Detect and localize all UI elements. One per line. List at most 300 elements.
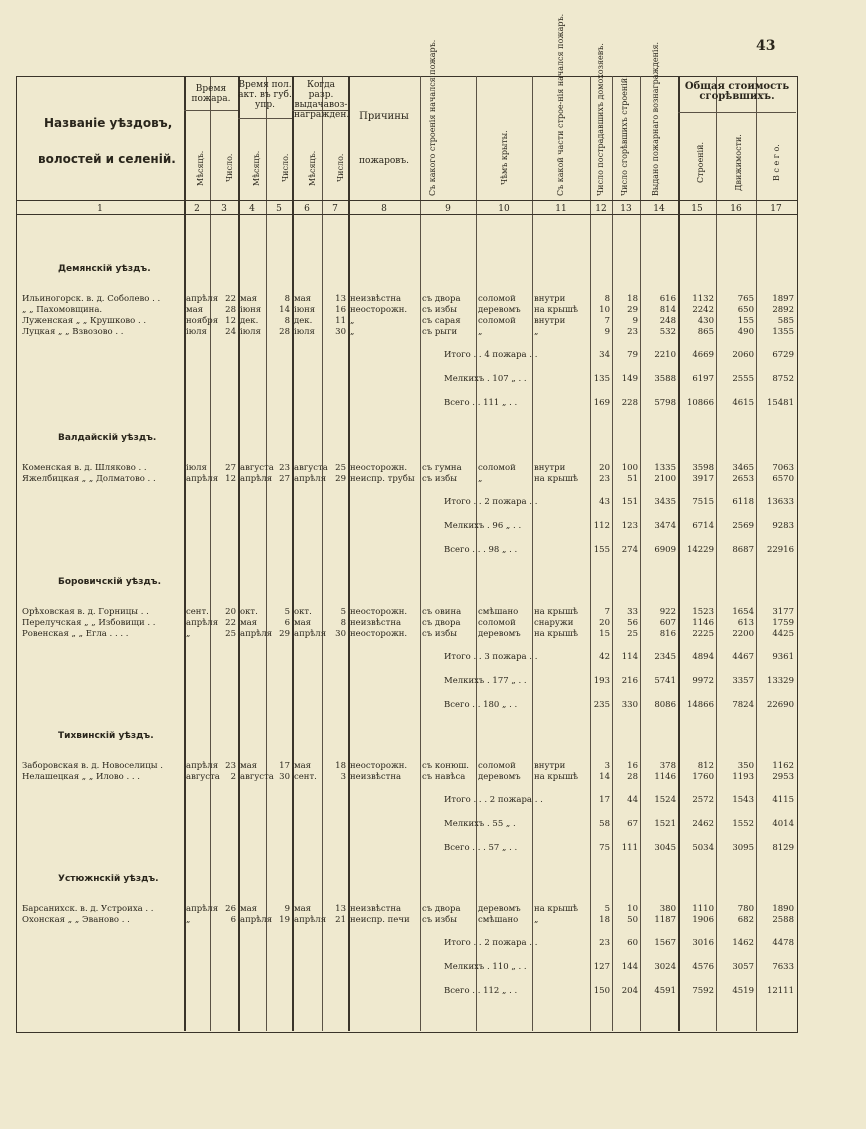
- paid-month: апрѣля: [294, 915, 327, 925]
- fire-day: 6: [230, 915, 236, 925]
- act-month: мая: [240, 294, 258, 304]
- value-c13: 51: [627, 474, 638, 484]
- district-name: Тихвинскій уѣздъ.: [58, 731, 154, 741]
- start-part: „: [534, 327, 539, 337]
- value-c15: 1110: [692, 904, 714, 914]
- column-rule: [532, 76, 533, 1031]
- value-c12: 5: [604, 904, 610, 914]
- value-c16: 2653: [732, 474, 754, 484]
- summary-c14: 1524: [654, 795, 676, 805]
- column-number: 5: [276, 204, 282, 214]
- summary-c17: 4115: [772, 795, 794, 805]
- paid-day: 29: [335, 474, 346, 484]
- fire-month: апрѣля: [186, 474, 219, 484]
- start-building: съ избы: [422, 915, 458, 925]
- summary-label: Всего . . . 98 „ . .: [444, 545, 518, 555]
- value-c16: 1193: [732, 772, 754, 782]
- fire-cause: неосторожн.: [350, 463, 408, 473]
- value-c13: 9: [632, 316, 638, 326]
- value-c13: 10: [627, 904, 638, 914]
- header-subrule: [184, 110, 238, 111]
- paid-day: 13: [335, 904, 346, 914]
- summary-c14: 8086: [654, 700, 676, 710]
- fire-cause: неиспр. печи: [350, 915, 410, 925]
- header-val-build: Строеній.: [696, 142, 705, 184]
- column-number: 15: [691, 204, 703, 214]
- column-number: 7: [332, 204, 338, 214]
- value-c16: 1654: [732, 607, 754, 617]
- value-c14: 814: [659, 305, 676, 315]
- fire-month: сент.: [186, 607, 209, 617]
- paid-month: дек.: [294, 316, 313, 326]
- act-day: 8: [284, 294, 290, 304]
- summary-label: Мелкихъ . 55 „ .: [444, 819, 516, 829]
- header-rule: [16, 200, 798, 201]
- value-c12: 10: [599, 305, 610, 315]
- value-c15: 865: [697, 327, 714, 337]
- summary-label: Мелкихъ . 177 „ . .: [444, 676, 527, 686]
- roof-type: деревомъ: [478, 904, 521, 914]
- value-c13: 18: [627, 294, 638, 304]
- column-rule: [184, 76, 186, 1031]
- summary-c15: 3016: [692, 938, 714, 948]
- fire-day: 28: [225, 305, 236, 315]
- fire-month: апрѣля: [186, 761, 219, 771]
- summary-c12: 23: [599, 938, 610, 948]
- header-roof: Чѣмъ крыты.: [500, 130, 509, 186]
- value-c14: 2100: [654, 474, 676, 484]
- value-c13: 50: [627, 915, 638, 925]
- value-c17: 2892: [772, 305, 794, 315]
- summary-c14: 2210: [654, 350, 676, 360]
- summary-c14: 4591: [654, 986, 676, 996]
- value-c15: 812: [697, 761, 714, 771]
- summary-c14: 5798: [654, 398, 676, 408]
- summary-c13: 111: [621, 843, 638, 853]
- start-part: „: [534, 915, 539, 925]
- header-time-fire: Время пожара.: [191, 84, 231, 104]
- fire-day: 12: [225, 474, 236, 484]
- start-building: съ рыги: [422, 327, 458, 337]
- column-number: 10: [498, 204, 510, 214]
- fire-day: 26: [225, 904, 236, 914]
- place-name: Ровенская „ „ Егла . . . .: [22, 629, 129, 639]
- act-day: 30: [279, 772, 290, 782]
- summary-c14: 3435: [654, 497, 676, 507]
- summary-c12: 135: [593, 374, 610, 384]
- place-name: Луцкая „ „ Взвозово . .: [22, 327, 124, 337]
- summary-c12: 17: [599, 795, 610, 805]
- column-rule: [210, 76, 211, 1031]
- paid-month: апрѣля: [294, 474, 327, 484]
- value-c16: 490: [737, 327, 754, 337]
- summary-c17: 9361: [772, 652, 794, 662]
- header-val-move: Движимости.: [734, 134, 743, 192]
- summary-c12: 34: [599, 350, 610, 360]
- start-building: съ избы: [422, 474, 458, 484]
- fire-day: 22: [225, 294, 236, 304]
- summary-c16: 8687: [732, 545, 754, 555]
- act-day: 28: [279, 327, 290, 337]
- value-c17: 4425: [772, 629, 794, 639]
- column-rule: [292, 76, 294, 1031]
- paid-month: окт.: [294, 607, 312, 617]
- value-c15: 1132: [692, 294, 714, 304]
- roof-type: „: [478, 327, 483, 337]
- paid-day: 25: [335, 463, 346, 473]
- summary-label: Всего . . 112 „ . .: [444, 986, 518, 996]
- start-building: съ двора: [422, 618, 461, 628]
- summary-c16: 4519: [732, 986, 754, 996]
- summary-c16: 6118: [732, 497, 754, 507]
- summary-c17: 8752: [772, 374, 794, 384]
- summary-label: Мелкихъ . 110 „ . .: [444, 962, 527, 972]
- value-c13: 23: [627, 327, 638, 337]
- header-subrule: [678, 112, 796, 113]
- value-c12: 18: [599, 915, 610, 925]
- place-name: Ильиногорск. в. д. Соболево . .: [22, 294, 161, 304]
- value-c12: 15: [599, 629, 610, 639]
- roof-type: соломой: [478, 316, 516, 326]
- paid-day: 16: [335, 305, 346, 315]
- act-day: 23: [279, 463, 290, 473]
- paid-month: августа: [294, 463, 328, 473]
- fire-month: апрѣля: [186, 294, 219, 304]
- value-c14: 607: [659, 618, 676, 628]
- roof-type: деревомъ: [478, 305, 521, 315]
- value-c13: 29: [627, 305, 638, 315]
- summary-c13: 216: [621, 676, 638, 686]
- value-c17: 3177: [772, 607, 794, 617]
- fire-cause: „: [350, 316, 355, 326]
- summary-c15: 2572: [692, 795, 714, 805]
- value-c15: 1523: [692, 607, 714, 617]
- summary-c12: 43: [599, 497, 610, 507]
- start-part: на крышѣ: [534, 305, 578, 315]
- value-c13: 28: [627, 772, 638, 782]
- paid-day: 18: [335, 761, 346, 771]
- paid-day: 30: [335, 629, 346, 639]
- value-c17: 1355: [772, 327, 794, 337]
- header-buildings-burnt: Число сгорѣвшихъ строеній.: [620, 75, 629, 196]
- value-c17: 1897: [772, 294, 794, 304]
- roof-type: деревомъ: [478, 772, 521, 782]
- place-name: Заборовская в. д. Новоселицы .: [22, 761, 163, 771]
- value-c16: 2200: [732, 629, 754, 639]
- fire-month: іюля: [186, 327, 207, 337]
- paid-month: сент.: [294, 772, 317, 782]
- fire-day: 22: [225, 618, 236, 628]
- column-number: 4: [249, 204, 255, 214]
- act-month: апрѣля: [240, 474, 273, 484]
- act-month: апрѣля: [240, 915, 273, 925]
- value-c12: 9: [604, 327, 610, 337]
- paid-day: 21: [335, 915, 346, 925]
- summary-c12: 169: [593, 398, 610, 408]
- act-day: 8: [284, 316, 290, 326]
- place-name: Нелашецкая „ „ Илово . . .: [22, 772, 141, 782]
- header-day-2: Число.: [281, 153, 290, 183]
- header-subrule: [238, 118, 292, 119]
- summary-label: Итого . . 4 пожара . .: [444, 350, 538, 360]
- summary-label: Мелкихъ . 96 „ . .: [444, 521, 522, 531]
- value-c15: 2225: [692, 629, 714, 639]
- value-c14: 1335: [654, 463, 676, 473]
- summary-c15: 5034: [692, 843, 714, 853]
- start-building: съ овина: [422, 607, 462, 617]
- fire-day: 25: [225, 629, 236, 639]
- start-part: на крышѣ: [534, 629, 578, 639]
- fire-cause: неосторожн.: [350, 761, 408, 771]
- header-month-3: Мѣсяцъ.: [308, 150, 317, 186]
- column-rule: [266, 76, 267, 1031]
- summary-c17: 22690: [766, 700, 794, 710]
- summary-c12: 127: [593, 962, 610, 972]
- start-part: внутри: [534, 294, 566, 304]
- district-name: Валдайскій уѣздъ.: [58, 433, 157, 443]
- place-name: Коменская в. д. Шляково . .: [22, 463, 147, 473]
- start-part: на крышѣ: [534, 772, 578, 782]
- paid-month: апрѣля: [294, 629, 327, 639]
- act-day: 27: [279, 474, 290, 484]
- fire-month: „: [186, 629, 191, 639]
- act-month: апрѣля: [240, 629, 273, 639]
- summary-c13: 123: [621, 521, 638, 531]
- paid-day: 5: [340, 607, 346, 617]
- start-part: на крышѣ: [534, 607, 578, 617]
- act-day: 29: [279, 629, 290, 639]
- column-number: 16: [730, 204, 742, 214]
- summary-c13: 144: [621, 962, 638, 972]
- roof-type: смѣшано: [478, 607, 519, 617]
- column-number: 2: [194, 204, 200, 214]
- value-c16: 350: [737, 761, 754, 771]
- summary-c17: 4014: [772, 819, 794, 829]
- fire-month: іюля: [186, 463, 207, 473]
- summary-c13: 151: [621, 497, 638, 507]
- summary-c15: 4894: [692, 652, 714, 662]
- act-month: мая: [240, 618, 258, 628]
- value-c15: 1146: [692, 618, 714, 628]
- paid-day: 3: [340, 772, 346, 782]
- start-part: на крышѣ: [534, 474, 578, 484]
- summary-c16: 2569: [732, 521, 754, 531]
- summary-c15: 2462: [692, 819, 714, 829]
- value-c16: 765: [737, 294, 754, 304]
- fire-day: 24: [225, 327, 236, 337]
- column-number: 6: [304, 204, 310, 214]
- fire-cause: неосторожн.: [350, 607, 408, 617]
- column-rule: [420, 76, 421, 1031]
- district-name: Боровичскій уѣздъ.: [58, 577, 161, 587]
- header-month-2: Мѣсяцъ.: [252, 150, 261, 186]
- summary-c16: 4615: [732, 398, 754, 408]
- value-c15: 2242: [692, 305, 714, 315]
- column-number: 12: [595, 204, 607, 214]
- value-c15: 1760: [692, 772, 714, 782]
- summary-c17: 12111: [766, 986, 794, 996]
- value-c17: 585: [777, 316, 794, 326]
- paid-month: мая: [294, 618, 312, 628]
- summary-c13: 67: [627, 819, 638, 829]
- page-number: 43: [756, 38, 776, 54]
- place-name: Луженская „ „ Крушково . .: [22, 316, 147, 326]
- column-number: 14: [653, 204, 665, 214]
- paid-month: іюля: [294, 327, 315, 337]
- fire-cause: „: [350, 327, 355, 337]
- value-c16: 650: [737, 305, 754, 315]
- value-c16: 682: [737, 915, 754, 925]
- summary-c15: 14866: [686, 700, 714, 710]
- column-number: 9: [445, 204, 451, 214]
- value-c13: 33: [627, 607, 638, 617]
- start-part: внутри: [534, 761, 566, 771]
- fire-day: 27: [225, 463, 236, 473]
- paid-day: 11: [335, 316, 346, 326]
- summary-c16: 2555: [732, 374, 754, 384]
- value-c12: 3: [604, 761, 610, 771]
- summary-label: Мелкихъ . 107 „ . .: [444, 374, 527, 384]
- header-day-3: Число.: [336, 153, 345, 183]
- header-households: Число пострадавшихъ домохозяевъ.: [596, 43, 605, 196]
- summary-c16: 2060: [732, 350, 754, 360]
- roof-type: „: [478, 474, 483, 484]
- act-month: августа: [240, 463, 274, 473]
- summary-c12: 150: [593, 986, 610, 996]
- value-c15: 1906: [692, 915, 714, 925]
- summary-c12: 155: [593, 545, 610, 555]
- summary-label: Итого . . 3 пожара . .: [444, 652, 538, 662]
- summary-c16: 3357: [732, 676, 754, 686]
- paid-month: мая: [294, 904, 312, 914]
- fire-month: мая: [186, 305, 204, 315]
- act-month: мая: [240, 761, 258, 771]
- fire-cause: неизвѣстна: [350, 294, 402, 304]
- roof-type: деревомъ: [478, 629, 521, 639]
- value-c14: 816: [659, 629, 676, 639]
- summary-c12: 42: [599, 652, 610, 662]
- value-c17: 1759: [772, 618, 794, 628]
- summary-c13: 204: [621, 986, 638, 996]
- value-c14: 616: [659, 294, 676, 304]
- summary-c13: 274: [621, 545, 638, 555]
- summary-c15: 7592: [692, 986, 714, 996]
- summary-c12: 112: [593, 521, 610, 531]
- place-name: Барсанихск. в. д. Устроиха . .: [22, 904, 154, 914]
- summary-label: Всего . . . 57 „ . .: [444, 843, 518, 853]
- header-from-building: Съ какого строенія начался пожаръ.: [428, 39, 437, 196]
- column-number: 13: [620, 204, 632, 214]
- summary-c14: 3474: [654, 521, 676, 531]
- value-c17: 2588: [772, 915, 794, 925]
- summary-c13: 79: [627, 350, 638, 360]
- start-building: съ гумна: [422, 463, 462, 473]
- fire-month: „: [186, 915, 191, 925]
- start-building: съ конюш.: [422, 761, 469, 771]
- fire-cause: неизвѣстна: [350, 618, 402, 628]
- act-day: 5: [284, 607, 290, 617]
- value-c16: 613: [737, 618, 754, 628]
- summary-c17: 4478: [772, 938, 794, 948]
- place-name: Охонская „ „ Эваново . .: [22, 915, 130, 925]
- header-rule: [16, 214, 798, 215]
- start-building: съ навѣса: [422, 772, 466, 782]
- fire-month: ноября: [186, 316, 219, 326]
- start-building: съ избы: [422, 305, 458, 315]
- act-day: 19: [279, 915, 290, 925]
- column-number: 1: [97, 204, 103, 214]
- summary-c12: 193: [593, 676, 610, 686]
- act-month: окт.: [240, 607, 258, 617]
- header-name-2: волостей и селеній.: [38, 152, 176, 166]
- place-name: Орѣховская в. д. Горницы . .: [22, 607, 149, 617]
- column-number: 17: [770, 204, 782, 214]
- value-c12: 20: [599, 618, 610, 628]
- district-name: Демянскій уѣздъ.: [58, 264, 151, 274]
- value-c14: 248: [659, 316, 676, 326]
- summary-c17: 22916: [766, 545, 794, 555]
- value-c17: 1890: [772, 904, 794, 914]
- summary-c12: 75: [599, 843, 610, 853]
- summary-c15: 6197: [692, 374, 714, 384]
- header-part: Съ какой части строе-нія начался пожаръ.: [556, 13, 565, 196]
- summary-c16: 1552: [732, 819, 754, 829]
- summary-c13: 149: [621, 374, 638, 384]
- roof-type: соломой: [478, 463, 516, 473]
- summary-c17: 6729: [772, 350, 794, 360]
- column-rule: [322, 76, 323, 1031]
- summary-c13: 44: [627, 795, 638, 805]
- act-day: 6: [284, 618, 290, 628]
- column-rule: [716, 76, 717, 1031]
- value-c15: 3598: [692, 463, 714, 473]
- value-c12: 23: [599, 474, 610, 484]
- act-month: мая: [240, 904, 258, 914]
- value-c13: 16: [627, 761, 638, 771]
- summary-c14: 1567: [654, 938, 676, 948]
- paid-month: мая: [294, 294, 312, 304]
- summary-c15: 9972: [692, 676, 714, 686]
- header-reward: Выдано пожарнаго вознагражденія.: [651, 41, 660, 196]
- value-c12: 7: [604, 316, 610, 326]
- value-c16: 155: [737, 316, 754, 326]
- summary-c14: 3024: [654, 962, 676, 972]
- roof-type: соломой: [478, 618, 516, 628]
- summary-c15: 14229: [686, 545, 714, 555]
- summary-c15: 10866: [686, 398, 714, 408]
- summary-c16: 1543: [732, 795, 754, 805]
- header-day-1: Число.: [225, 153, 234, 183]
- summary-label: Итого . . 2 пожара . .: [444, 497, 538, 507]
- header-total-value: Общая стоимость сгорѣвшихъ.: [684, 81, 790, 102]
- place-name: „ „ Пахомовщина.: [22, 305, 103, 315]
- summary-c15: 7515: [692, 497, 714, 507]
- summary-c12: 58: [599, 819, 610, 829]
- start-part: на крышѣ: [534, 904, 578, 914]
- column-rule: [640, 76, 641, 1031]
- district-name: Устюжнскій уѣздъ.: [58, 874, 159, 884]
- start-building: съ сарая: [422, 316, 461, 326]
- roof-type: соломой: [478, 761, 516, 771]
- header-time-act: Время пол. акт. въ губ. упр.: [238, 80, 292, 110]
- value-c17: 6570: [772, 474, 794, 484]
- summary-c13: 114: [621, 652, 638, 662]
- summary-c14: 3588: [654, 374, 676, 384]
- paid-month: іюня: [294, 305, 316, 315]
- header-name: Названіе уѣздовъ,: [44, 116, 173, 130]
- start-part: внутри: [534, 463, 566, 473]
- value-c17: 7063: [772, 463, 794, 473]
